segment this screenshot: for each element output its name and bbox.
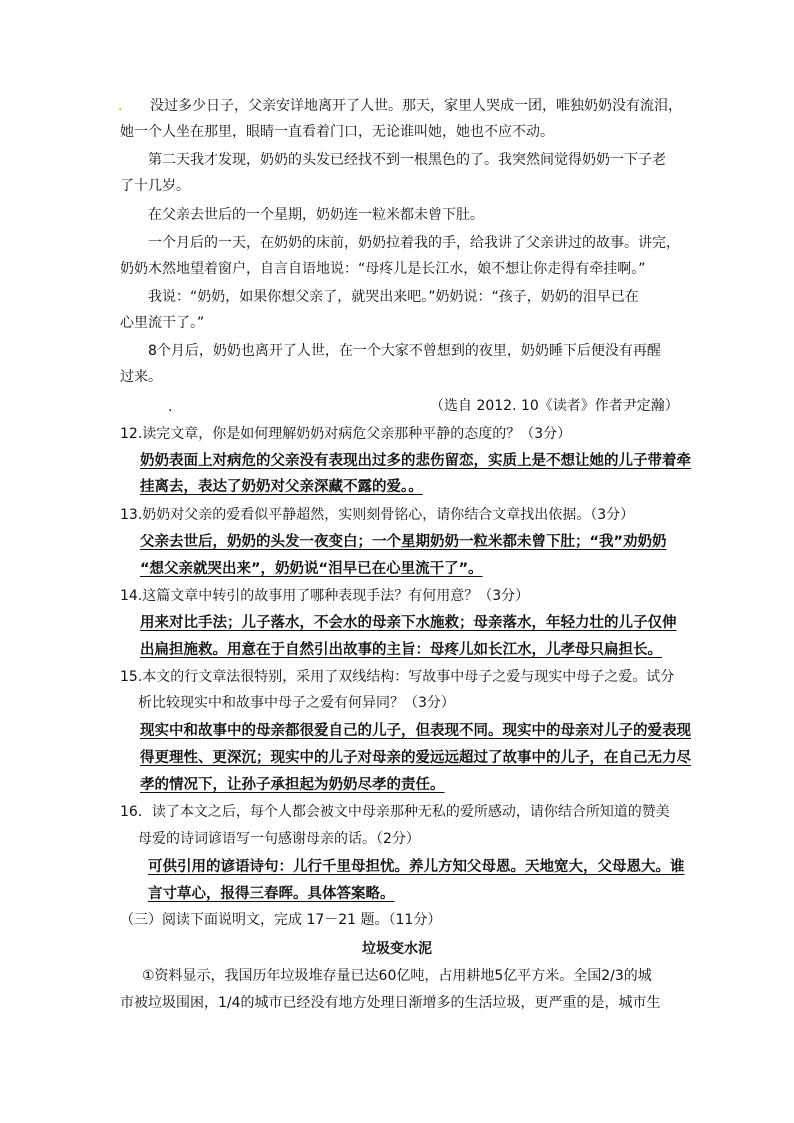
article-line: 市被垃圾围困，1/4的城市已经没有地方处理日渐增多的生活垃圾，更严重的是，城市生	[120, 995, 661, 1011]
story-line: 心里流干了。”	[120, 315, 205, 331]
question-16: 16．读了本文之后，每个人都会被文中母亲那种无私的爱所感动，请你结合所知道的赞美	[120, 804, 670, 820]
story-line: 我说：“奶奶，如果你想父亲了，就哭出来吧。”奶奶说：“孩子，奶奶的泪早已在	[148, 289, 639, 305]
answer-15-line-1: 现实中和故事中的母亲都很爱自己的儿子，但表现不同。现实中的母亲对儿子的爱表现	[140, 723, 691, 739]
story-line: 8个月后，奶奶也离开了人世，在一个大家不曾想到的夜里，奶奶睡下后便没有再醒	[148, 343, 661, 359]
question-15: 析比较现实中和故事中母子之爱有何异同？（3分）	[138, 695, 455, 711]
source-citation: （选自 2012. 10《读者》作者尹定瀚）	[430, 398, 679, 414]
answer-12-line-1: 奶奶表面上对病危的父亲没有表现出过多的悲伤留恋，实质上是不想让她的儿子带着牵	[140, 453, 691, 469]
story-line: 没过多少日子，父亲安详地离开了人世。那天，家里人哭成一团，唯独奶奶没有流泪，	[150, 98, 682, 114]
answer-14-line-1: 用来对比手法；儿子落水，不会水的母亲下水施救；母亲落水，年轻力壮的儿子仅伸	[140, 615, 677, 631]
question-15: 15.本文的行文章法很特别，采用了双线结构：写故事中母子之爱与现实中母子之爱。试分	[120, 669, 675, 685]
story-line: 奶奶木然地望着窗户，自言自语地说：“母疼儿是长江水，娘不想让你走得有牵挂啊。”	[120, 261, 646, 277]
question-12: 12.读完文章，你是如何理解奶奶对病危父亲那种平静的态度的？（3分）	[120, 426, 572, 442]
answer-13-line-1: 父亲去世后，奶奶的头发一夜变白；一个星期奶奶一粒米都未曾下肚；“我”劝奶奶	[140, 534, 667, 550]
answer-15-line-3: 孝的情况下，让孙子承担起为奶奶尽孝的责任。	[140, 777, 445, 793]
story-line: 了十几岁。	[120, 178, 190, 194]
answer-16-line-2: 言寸草心，报得三春晖。具体答案略。	[148, 886, 395, 902]
answer-16-line-1: 可供引用的谚语诗句：儿行千里母担忧。养儿方知父母恩。天地宽大，父母恩大。谁	[148, 859, 685, 875]
article-title: 垃圾变水泥	[362, 941, 432, 957]
answer-13-line-2: “想父亲就哭出来”，奶奶说“泪早已在心里流干了”。	[140, 561, 483, 577]
marker-dot: .	[118, 98, 123, 114]
question-13: 13.奶奶对父亲的爱看似平静超然，实则刻骨铭心，请你结合文章找出依据。（3分）	[120, 507, 635, 523]
story-line: 第二天我才发现，奶奶的头发已经找不到一根黑色的了。我突然间觉得奶奶一下子老	[148, 152, 666, 168]
story-line: 一个月后的一天，在奶奶的床前，奶奶拉着我的手，给我讲了父亲讲过的故事。讲完，	[148, 235, 680, 251]
story-line: 过来。	[120, 369, 162, 385]
answer-15-line-2: 得更理性、更深沉；现实中的儿子对母亲的爱远远超过了故事中的儿子，在自己无力尽	[140, 750, 691, 766]
answer-14-line-2: 出扁担施救。用意在于自然引出故事的主旨：母疼儿如长江水，儿孝母只扁担长。	[140, 642, 662, 658]
marker-dot: .	[168, 399, 173, 415]
article-line: ①资料显示，我国历年垃圾堆存量已达60亿吨，占用耕地5亿平方米。全国2/3的城	[142, 968, 652, 984]
story-line: 她一个人坐在那里，眼睛一直看着门口，无论谁叫她，她也不应不动。	[120, 124, 554, 140]
question-16: 母爱的诗词谚语写一句感谢母亲的话。（2分）	[138, 831, 420, 847]
section-heading: （三）阅读下面说明文，完成 17－21 题。（11分）	[120, 912, 442, 928]
question-14: 14.这篇文章中转引的故事用了哪种表现手法？有何用意？（3分）	[120, 588, 530, 604]
story-line: 在父亲去世后的一个星期，奶奶连一粒米都未曾下肚。	[148, 207, 484, 223]
answer-12-line-2: 挂离去，表达了奶奶对父亲深藏不露的爱。。	[140, 479, 423, 495]
